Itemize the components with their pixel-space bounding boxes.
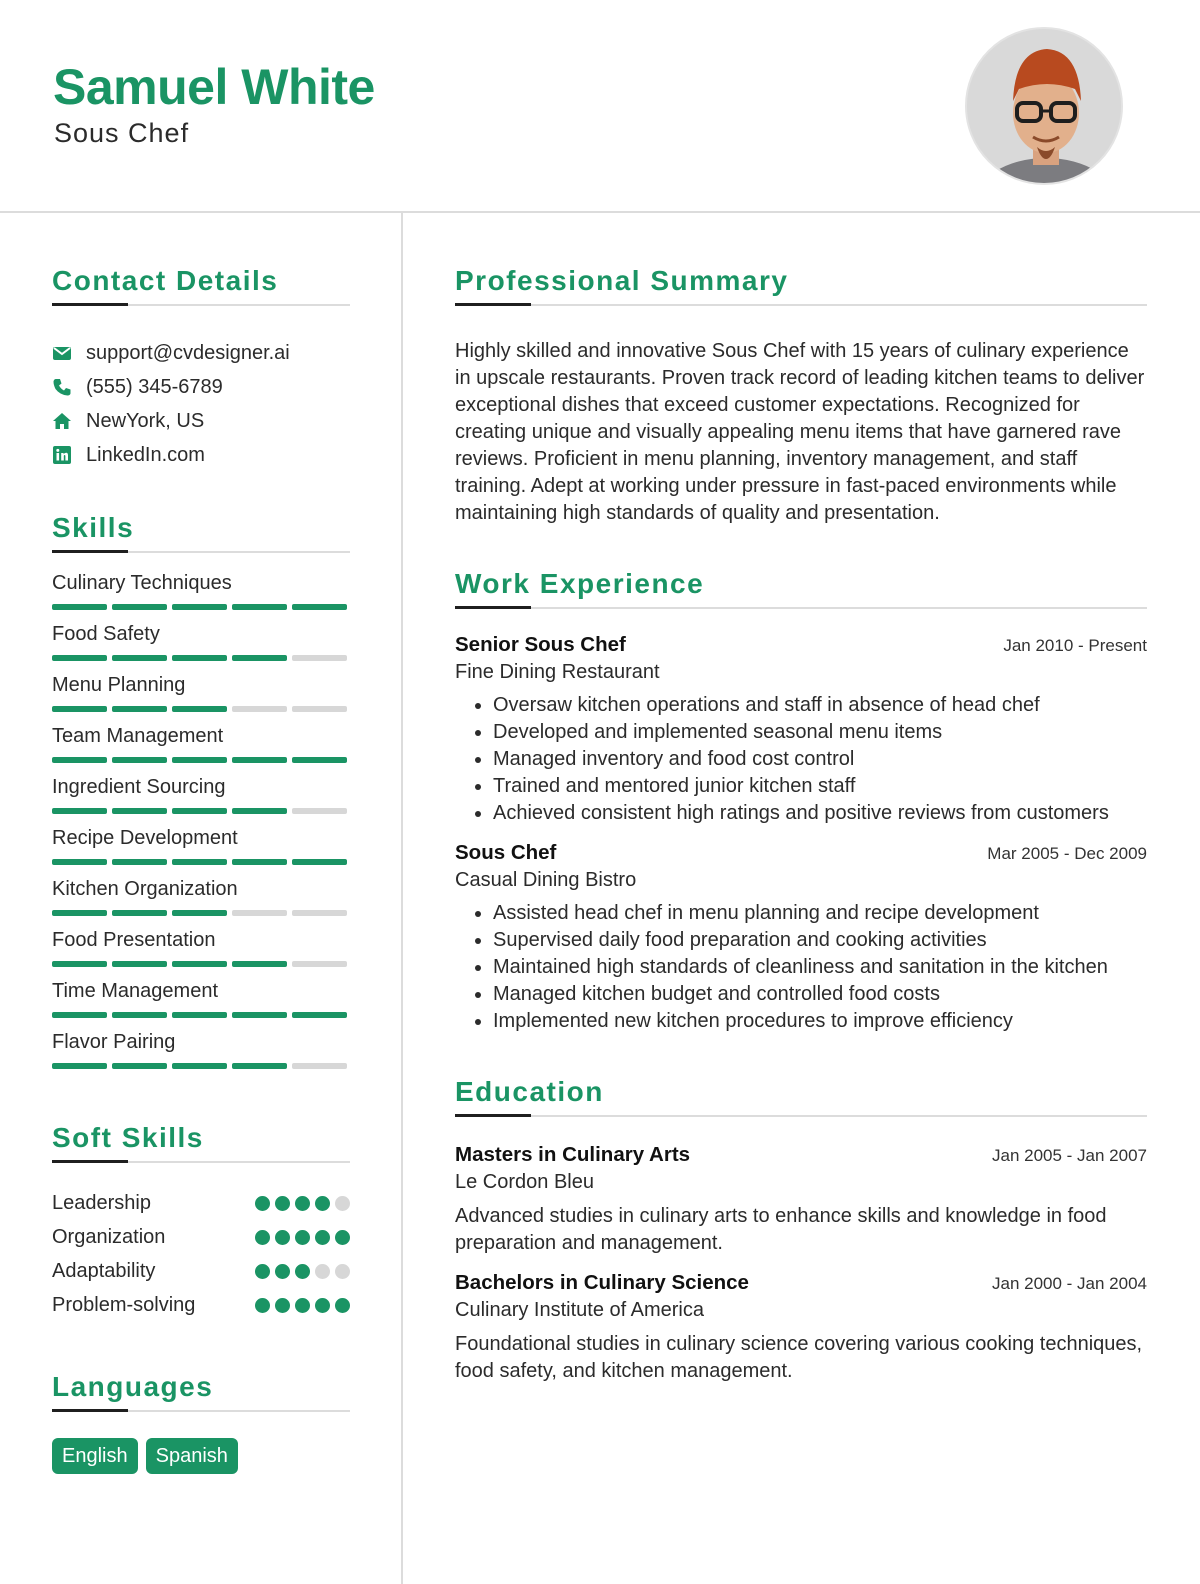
contact-location-text: NewYork, US — [86, 409, 205, 432]
experience-section — [455, 567, 1147, 1035]
skill-segment-filled — [232, 757, 287, 763]
contact-location — [52, 404, 350, 438]
skills-section — [52, 511, 350, 1069]
education-school: Culinary Institute of America — [455, 1299, 704, 1321]
languages-list — [52, 1438, 350, 1474]
skill-segment-filled — [172, 859, 227, 865]
rating-dot-filled — [315, 1196, 330, 1211]
job-header — [455, 633, 1147, 657]
skill-segment-filled — [52, 706, 107, 712]
skill-segment-empty — [292, 1063, 347, 1069]
skill-segment-empty — [292, 655, 347, 661]
skill-segment-filled — [112, 859, 167, 865]
summary-section — [455, 264, 1147, 527]
skill-item — [52, 927, 350, 967]
skill-segment-filled — [172, 706, 227, 712]
rating-dot-filled — [295, 1264, 310, 1279]
candidate-title: Sous Chef — [54, 118, 190, 148]
skill-segment-filled — [112, 655, 167, 661]
skill-segment-filled — [52, 757, 107, 763]
skill-name: Food Presentation — [52, 929, 216, 951]
job-bullet: • Managed inventory and food cost control — [493, 746, 1147, 773]
skill-segment-empty — [232, 706, 287, 712]
skill-item — [52, 876, 350, 916]
education-school: Le Cordon Bleu — [455, 1171, 594, 1193]
skill-segment-filled — [292, 1012, 347, 1018]
right-column — [455, 213, 1147, 1385]
rating-dot-filled — [275, 1264, 290, 1279]
soft-skills-title: Soft Skills — [52, 1122, 204, 1153]
summary-title: Professional Summary — [455, 265, 789, 296]
education-date: Jan 2000 - Jan 2004 — [991, 1274, 1147, 1293]
contact-phone-text: (555) 345-6789 — [86, 375, 223, 398]
job-bullet: • Managed kitchen budget and controlled food costs — [493, 981, 1147, 1008]
job-bullet: • Trained and mentored junior kitchen staff — [493, 773, 1147, 800]
contact-list — [52, 336, 350, 472]
contact-email[interactable] — [52, 336, 350, 370]
rating-dot-filled — [275, 1196, 290, 1211]
skill-segment-filled — [52, 1012, 107, 1018]
skill-name: Menu Planning — [52, 674, 186, 696]
rating-dot-filled — [295, 1230, 310, 1245]
skill-segment-filled — [52, 859, 107, 865]
education-degree: Bachelors in Culinary Science — [455, 1271, 749, 1294]
skill-segment-filled — [232, 1012, 287, 1018]
skill-segment-filled — [112, 706, 167, 712]
avatar — [965, 27, 1123, 185]
skill-level-bar — [52, 604, 350, 610]
skill-item — [52, 825, 350, 865]
skill-name: Team Management — [52, 725, 224, 747]
contact-title: Contact Details — [52, 265, 279, 296]
skill-segment-filled — [52, 1063, 107, 1069]
skill-segment-empty — [292, 808, 347, 814]
skill-segment-filled — [172, 757, 227, 763]
rating-dot-filled — [255, 1264, 270, 1279]
skill-segment-filled — [232, 604, 287, 610]
rating-dot-filled — [295, 1298, 310, 1313]
home-icon — [52, 411, 72, 431]
skill-segment-empty — [292, 910, 347, 916]
education-entry — [455, 1143, 1147, 1257]
job-bullet: • Developed and implemented seasonal menu items — [493, 719, 1147, 746]
skill-name: Culinary Techniques — [52, 572, 232, 594]
experience-title: Work Experience — [455, 568, 705, 599]
job-bullet: • Maintained high standards of cleanliness and sanitation in the kitchen — [493, 954, 1147, 981]
contact-linkedin[interactable] — [52, 438, 350, 472]
soft-skill-name: Adaptability — [52, 1259, 156, 1282]
job-bullets — [455, 900, 1147, 1035]
languages-section — [52, 1370, 350, 1474]
job-bullet: • Implemented new kitchen procedures to improve efficiency — [493, 1008, 1147, 1035]
skill-segment-empty — [232, 910, 287, 916]
soft-skills-list — [52, 1186, 350, 1322]
language-pill: Spanish — [146, 1438, 238, 1474]
candidate-name: Samuel White — [53, 59, 375, 115]
rating-dot-filled — [315, 1298, 330, 1313]
contact-section — [52, 264, 350, 472]
soft-skill-rating — [255, 1298, 350, 1313]
skill-level-bar — [52, 1012, 350, 1018]
skill-name: Kitchen Organization — [52, 878, 238, 900]
rating-dot-empty — [315, 1264, 330, 1279]
skill-name: Recipe Development — [52, 827, 238, 849]
skill-segment-filled — [172, 808, 227, 814]
job-bullets — [455, 692, 1147, 827]
skill-segment-filled — [232, 961, 287, 967]
skill-segment-filled — [292, 859, 347, 865]
job-bullet: • Achieved consistent high ratings and positive reviews from customers — [493, 800, 1147, 827]
skill-segment-filled — [112, 910, 167, 916]
column-divider — [401, 213, 403, 1584]
job-date: Mar 2005 - Dec 2009 — [987, 844, 1147, 863]
rating-dot-filled — [255, 1230, 270, 1245]
skill-item — [52, 723, 350, 763]
job-bullet: • Oversaw kitchen operations and staff in absence of head chef — [493, 692, 1147, 719]
education-description: Advanced studies in culinary arts to enhance skills and knowledge in food preparation and management. — [455, 1205, 1107, 1254]
job-bullet: • Assisted head chef in menu planning and recipe development — [493, 900, 1147, 927]
soft-skill-name: Organization — [52, 1225, 166, 1248]
rating-dot-filled — [335, 1230, 350, 1245]
job-entry — [455, 841, 1147, 1035]
skill-segment-empty — [292, 706, 347, 712]
skill-segment-filled — [172, 604, 227, 610]
soft-skill-name: Problem-solving — [52, 1293, 196, 1316]
section-rule — [52, 551, 350, 553]
soft-skill-item — [52, 1186, 350, 1220]
skill-level-bar — [52, 808, 350, 814]
skill-segment-filled — [292, 604, 347, 610]
education-section — [455, 1075, 1147, 1385]
soft-skill-name: Leadership — [52, 1191, 151, 1214]
skill-segment-filled — [52, 808, 107, 814]
contact-linkedin-text: LinkedIn.com — [86, 443, 205, 466]
skill-level-bar — [52, 706, 350, 712]
section-rule — [455, 304, 1147, 306]
skill-level-bar — [52, 859, 350, 865]
section-rule — [455, 1115, 1147, 1117]
skill-segment-filled — [172, 910, 227, 916]
education-degree: Masters in Culinary Arts — [455, 1143, 691, 1166]
soft-skill-item — [52, 1288, 350, 1322]
skill-segment-filled — [232, 655, 287, 661]
section-rule — [455, 607, 1147, 609]
summary-text: Highly skilled and innovative Sous Chef with 15 years of culinary experience in upscale restaurants. Proven track record of leading kitchen teams to deliver exceptional dishes that exceed customer expectations. Recognized for creating unique and visually appealing menu items that have garnered rave reviews. Proficient in menu planning, inventory management, and staff training. Adept at working under pressure in fast-paced environments while maintaining high standards of quality and presentation. — [455, 340, 1145, 524]
skill-segment-filled — [172, 1012, 227, 1018]
skill-item — [52, 978, 350, 1018]
rating-dot-filled — [335, 1298, 350, 1313]
job-header — [455, 841, 1147, 865]
skill-level-bar — [52, 655, 350, 661]
soft-skill-rating — [255, 1230, 350, 1245]
contact-phone[interactable] — [52, 370, 350, 404]
phone-icon — [52, 377, 72, 397]
skill-item — [52, 672, 350, 712]
job-bullet: • Supervised daily food preparation and cooking activities — [493, 927, 1147, 954]
linkedin-icon — [52, 445, 72, 465]
skill-segment-filled — [172, 655, 227, 661]
skill-item — [52, 774, 350, 814]
skill-item — [52, 1029, 350, 1069]
education-description: Foundational studies in culinary science covering various cooking techniques, food safety, and kitchen management. — [455, 1333, 1143, 1382]
skill-segment-filled — [232, 808, 287, 814]
job-role: Senior Sous Chef — [455, 633, 626, 656]
section-rule — [52, 304, 350, 306]
job-role: Sous Chef — [455, 841, 557, 864]
skill-level-bar — [52, 1063, 350, 1069]
skill-level-bar — [52, 757, 350, 763]
education-entry — [455, 1271, 1147, 1385]
rating-dot-filled — [275, 1298, 290, 1313]
job-entry — [455, 633, 1147, 827]
rating-dot-filled — [315, 1230, 330, 1245]
skill-item — [52, 570, 350, 610]
languages-title: Languages — [52, 1371, 214, 1402]
skill-segment-filled — [112, 1063, 167, 1069]
rating-dot-filled — [255, 1298, 270, 1313]
skill-segment-filled — [172, 1063, 227, 1069]
rating-dot-empty — [335, 1264, 350, 1279]
skill-segment-empty — [292, 961, 347, 967]
skill-item — [52, 621, 350, 661]
skill-name: Flavor Pairing — [52, 1031, 176, 1053]
soft-skill-item — [52, 1220, 350, 1254]
education-header — [455, 1143, 1147, 1167]
skill-segment-filled — [232, 859, 287, 865]
rating-dot-filled — [275, 1230, 290, 1245]
soft-skill-rating — [255, 1264, 350, 1279]
skill-segment-filled — [232, 1063, 287, 1069]
skills-list — [52, 570, 350, 1069]
section-rule — [52, 1161, 350, 1163]
job-company: Fine Dining Restaurant — [455, 661, 660, 683]
skill-name: Time Management — [52, 980, 218, 1002]
envelope-icon — [52, 343, 72, 363]
job-date: Jan 2010 - Present — [1003, 636, 1147, 655]
education-date: Jan 2005 - Jan 2007 — [991, 1146, 1147, 1165]
skill-segment-filled — [292, 757, 347, 763]
education-header — [455, 1271, 1147, 1295]
skill-segment-filled — [112, 961, 167, 967]
left-column — [52, 213, 350, 1474]
skill-segment-filled — [112, 757, 167, 763]
skill-segment-filled — [52, 961, 107, 967]
skill-segment-filled — [112, 808, 167, 814]
skill-segment-filled — [172, 961, 227, 967]
skill-segment-filled — [52, 655, 107, 661]
job-company: Casual Dining Bistro — [455, 869, 637, 891]
education-title: Education — [455, 1076, 604, 1107]
soft-skills-section — [52, 1121, 350, 1322]
skill-segment-filled — [52, 604, 107, 610]
avatar-photo — [967, 29, 1123, 185]
section-rule — [52, 1410, 350, 1412]
skill-segment-filled — [112, 604, 167, 610]
rating-dot-empty — [335, 1196, 350, 1211]
skill-name: Food Safety — [52, 623, 160, 645]
contact-email-text: support@cvdesigner.ai — [86, 341, 290, 364]
rating-dot-filled — [295, 1196, 310, 1211]
skills-title: Skills — [52, 512, 135, 543]
resume-header — [0, 0, 1200, 213]
soft-skill-rating — [255, 1196, 350, 1211]
skill-level-bar — [52, 910, 350, 916]
skill-segment-filled — [112, 1012, 167, 1018]
skill-segment-filled — [52, 910, 107, 916]
rating-dot-filled — [255, 1196, 270, 1211]
skill-level-bar — [52, 961, 350, 967]
skill-name: Ingredient Sourcing — [52, 776, 226, 798]
soft-skill-item — [52, 1254, 350, 1288]
language-pill: English — [52, 1438, 138, 1474]
